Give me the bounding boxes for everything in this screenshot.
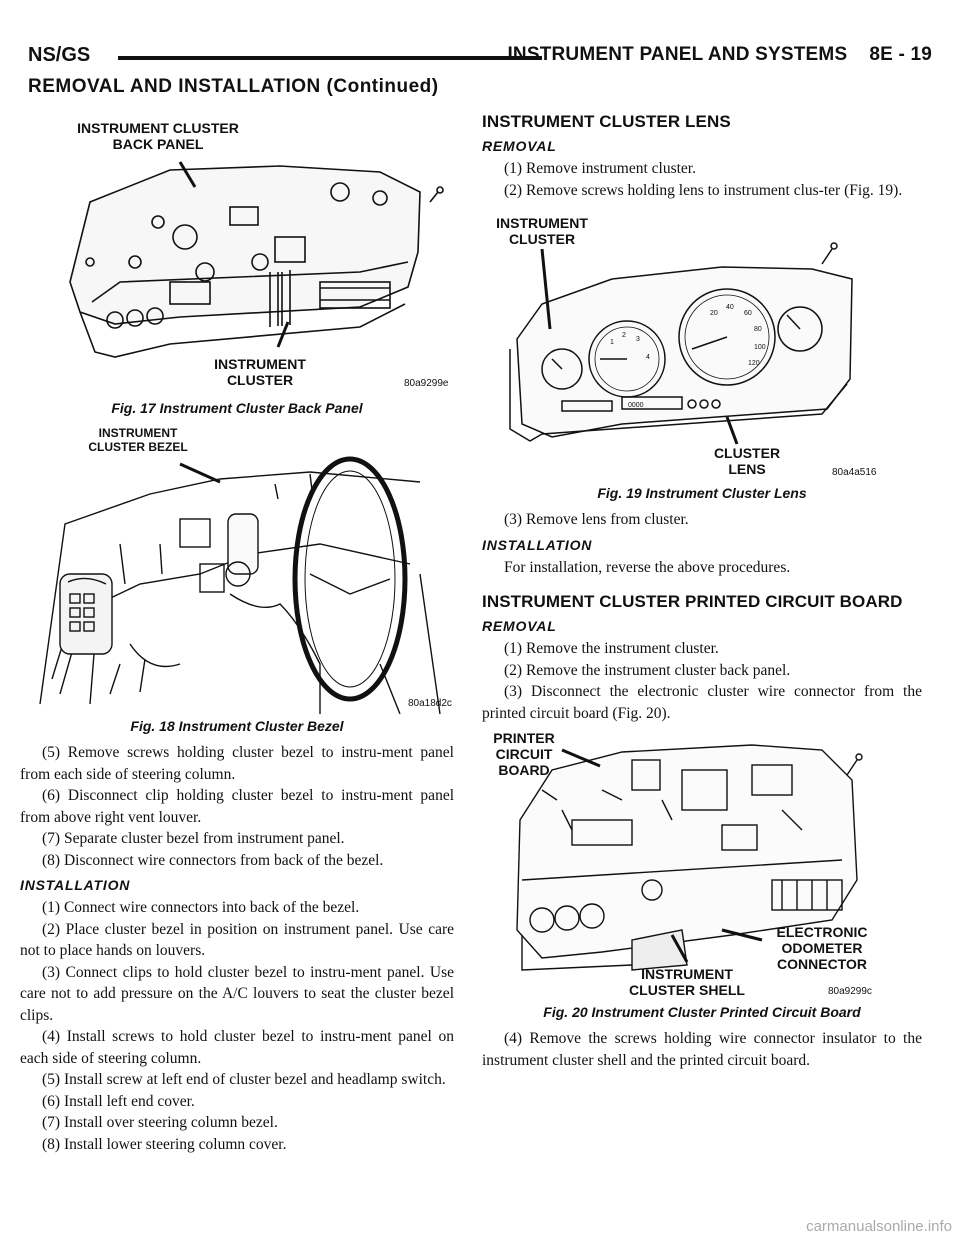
figure-code: 80a18d2c <box>408 698 452 709</box>
section-title <box>507 44 932 66</box>
left-text-body <box>20 742 454 1155</box>
step: (5) Remove screws holding cluster bezel to instru-ment panel from each side of steering column. <box>20 744 454 783</box>
label-bezel: INSTRUMENT CLUSTER BEZEL <box>88 426 188 454</box>
label-cluster: INSTRUMENT CLUSTER <box>214 356 306 388</box>
watermark-footer: carmanualsonline.info <box>806 1218 952 1235</box>
step: (7) Separate cluster bezel from instrument panel. <box>42 830 345 847</box>
lens-section-title: INSTRUMENT CLUSTER LENS <box>482 112 731 131</box>
install-step: (6) Install left end cover. <box>42 1092 195 1110</box>
odometer-readout: 0000 <box>628 402 644 409</box>
step: (8) Disconnect wire connectors from back of the bezel. <box>42 851 384 869</box>
speed-mark: 120 <box>748 360 760 367</box>
removal-step: (1) Remove instrument cluster. <box>504 160 696 177</box>
bezel-illustration <box>20 424 454 714</box>
figure-code: 80a4a516 <box>832 467 877 478</box>
install-step: (5) Install screw at left end of cluster bezel and headlamp switch. <box>42 1071 446 1088</box>
cluster-lens-illustration <box>482 209 922 481</box>
removal-step: (3) Disconnect the electronic cluster wire connector from the printed circuit board (Fig. 20). <box>482 683 922 722</box>
tach-mark: 2 <box>622 332 626 339</box>
removal-step: (2) Remove screws holding lens to instrument clus-ter (Fig. 19). <box>504 181 903 199</box>
install-step: (4) Install screws to hold cluster bezel to instru-ment panel on each side of steering column. <box>20 1028 454 1067</box>
header-rule <box>118 56 542 60</box>
install-step: (1) Connect wire connectors into back of the bezel. <box>42 899 360 916</box>
install-text: For installation, reverse the above procedures. <box>504 558 791 576</box>
label-shell: INSTRUMENT CLUSTER SHELL <box>629 966 745 998</box>
removal-step: (3) Remove lens from cluster. <box>504 511 689 528</box>
label-back-panel: INSTRUMENT CLUSTER BACK PANEL <box>77 120 239 152</box>
figure-18 <box>20 424 454 714</box>
figure-17 <box>20 112 454 396</box>
section-name: INSTRUMENT PANEL AND SYSTEMS <box>507 44 848 65</box>
speed-mark: 40 <box>726 304 734 311</box>
pcb-section-title: INSTRUMENT CLUSTER PRINTED CIRCUIT BOARD <box>482 592 903 611</box>
figure-18-caption: Fig. 18 Instrument Cluster Bezel <box>130 718 344 734</box>
figure-code: 80a9299e <box>404 378 449 389</box>
removal-step: (4) Remove the screws holding wire connector insulator to the instrument cluster shell and the printed circuit board. <box>482 1030 922 1069</box>
label-lens: CLUSTER LENS <box>713 445 781 477</box>
page-header <box>28 44 932 74</box>
left-column <box>20 112 454 1155</box>
back-panel-illustration <box>20 112 454 396</box>
install-step: (2) Place cluster bezel in position on instrument panel. Use care not to place hands on louvers. <box>20 920 454 959</box>
figure-code: 80a9299c <box>828 986 872 997</box>
continued-heading: REMOVAL AND INSTALLATION (Continued) <box>28 76 439 97</box>
speed-mark: 60 <box>744 310 752 317</box>
figure-20 <box>482 730 922 1000</box>
right-column <box>482 112 922 1071</box>
figure-19-caption: Fig. 19 Instrument Cluster Lens <box>597 485 807 501</box>
tach-mark: 1 <box>610 339 614 346</box>
page-number: 8E - 19 <box>869 44 932 65</box>
figure-20-caption: Fig. 20 Instrument Cluster Printed Circuit Board <box>543 1004 861 1020</box>
removal-heading: REMOVAL <box>482 618 557 634</box>
label-odometer-connector: ELECTRONIC ODOMETER CONNECTOR <box>776 924 868 972</box>
installation-heading: INSTALLATION <box>20 877 131 893</box>
install-step: (3) Connect clips to hold cluster bezel to instru-ment panel. Use care not to add pressure on the A/C louvers to seat the cluster bezel clips. <box>20 963 454 1024</box>
tach-mark: 3 <box>636 336 640 343</box>
install-step: (7) Install over steering column bezel. <box>42 1114 278 1131</box>
install-step: (8) Install lower steering column cover. <box>42 1135 287 1153</box>
label-cluster: INSTRUMENT CLUSTER <box>496 215 588 247</box>
model-code: NS/GS <box>28 44 91 66</box>
removal-step: (1) Remove the instrument cluster. <box>504 640 719 657</box>
label-pcb: PRINTER CIRCUIT BOARD <box>493 730 555 778</box>
removal-heading: REMOVAL <box>482 138 557 154</box>
speed-mark: 20 <box>710 310 718 317</box>
figure-17-caption: Fig. 17 Instrument Cluster Back Panel <box>111 400 363 416</box>
speed-mark: 100 <box>754 344 766 351</box>
step: (6) Disconnect clip holding cluster bezel to instru-ment panel from above right vent louver. <box>20 787 454 826</box>
removal-step: (2) Remove the instrument cluster back panel. <box>504 661 791 679</box>
tach-mark: 4 <box>646 354 650 361</box>
installation-heading: INSTALLATION <box>482 536 593 553</box>
speed-mark: 80 <box>754 326 762 333</box>
figure-19 <box>482 209 922 481</box>
